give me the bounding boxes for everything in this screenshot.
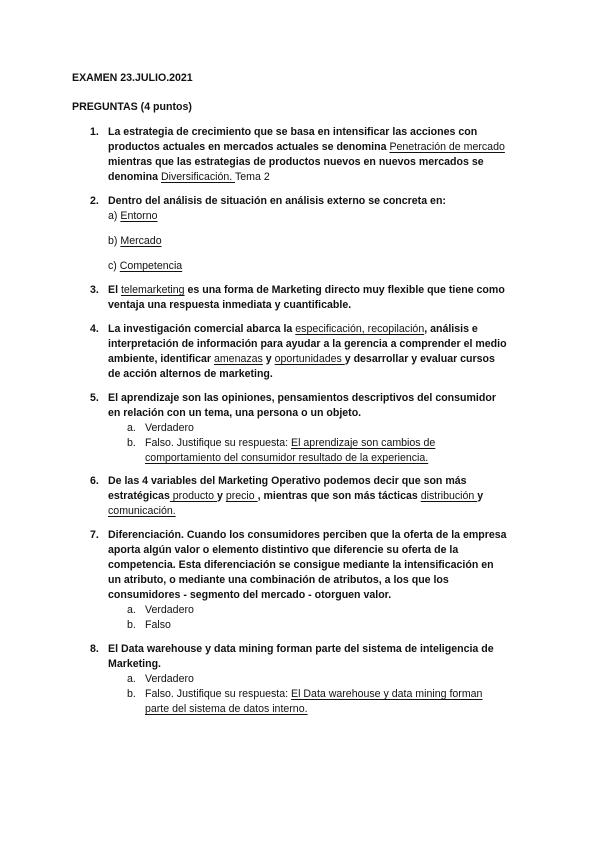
question-number: 7. (90, 529, 99, 541)
question-number: 6. (90, 475, 99, 487)
section-heading: PREGUNTAS (4 puntos) (72, 101, 192, 113)
option-label: b. (127, 437, 136, 449)
question-text: Diferenciación. Cuando los consumidores perciben que la oferta de la empresa (108, 529, 507, 541)
answer-blank: comunicación. (108, 505, 176, 517)
answer-blank: Penetración de mercado (389, 141, 505, 153)
question-text: La investigación comercial abarca la especificación, recopilación, análisis e (108, 323, 478, 335)
question-text: en relación con un tema, una persona o un objeto. (108, 407, 362, 419)
option-label: b. (127, 688, 136, 700)
answer-option-a: a) Entorno (108, 210, 158, 222)
question-text: mientras que las estrategias de productos nuevos en nuevos mercados se (108, 156, 484, 168)
option-true: Verdadero (145, 604, 194, 616)
justification-answer: comportamiento del consumidor resultado de la experiencia. (145, 452, 429, 464)
justification-answer: El aprendizaje son cambios de (291, 437, 436, 449)
answer-blank: oportunidades (274, 353, 345, 365)
option-false: Falso (145, 619, 171, 631)
answer-blank: telemarketing (120, 284, 185, 296)
option-label: a. (127, 604, 136, 616)
question-text: de acción alternos de marketing. (108, 368, 273, 380)
question-text: consumidores - segmento del mercado - otorguen valor. (108, 589, 392, 601)
answer-blank: distribución (420, 490, 478, 502)
question-text: aporta algún valor o elemento distintivo que diferencie su oferta de la (108, 544, 459, 556)
option-false: Falso. Justifique su respuesta: El Data warehouse y data mining forman (145, 688, 483, 700)
answer-blank: producto (169, 490, 217, 502)
topic-reference: Tema 2 (234, 171, 270, 183)
question-text: interpretación de información para ayudar a la gerencia a comprender el medio (108, 338, 507, 350)
justification-answer: El Data warehouse y data mining forman (291, 688, 483, 700)
option-false: Falso. Justifique su respuesta: El aprendizaje son cambios de (145, 437, 436, 449)
question-text: El aprendizaje son las opiniones, pensamientos descriptivos del consumidor (108, 392, 496, 404)
question-number: 1. (90, 126, 99, 138)
question-text: productos actuales en mercados actuales se denomina Penetración de mercado (108, 141, 505, 153)
answer-blank: precio (225, 490, 258, 502)
question-number: 5. (90, 392, 99, 404)
answer-option-c: c) Competencia (108, 260, 183, 272)
exam-title: EXAMEN 23.JULIO.2021 (72, 72, 193, 84)
answer-blank: especificación, recopilación (295, 323, 425, 335)
question-number: 8. (90, 643, 99, 655)
question-number: 4. (90, 323, 99, 335)
answer-blank: Diversificación. (160, 171, 235, 183)
question-text: Dentro del análisis de situación en análisis externo se concreta en: (108, 195, 446, 207)
question-text: competencia. Esta diferenciación se consigue mediante la intensificación en (108, 559, 494, 571)
question-number: 3. (90, 284, 99, 296)
option-true: Verdadero (145, 673, 194, 685)
answer-blank: amenazas (213, 353, 263, 365)
question-text: Marketing. (108, 658, 161, 670)
question-text: un atributo, o mediante una combinación de atributos, a los que los (108, 574, 449, 586)
question-number: 2. (90, 195, 99, 207)
question-text: ventaja una respuesta inmediata y cuantificable. (108, 299, 352, 311)
answer-option-b: b) Mercado (108, 235, 162, 247)
answer-blank: Competencia (119, 260, 183, 272)
justification-answer: parte del sistema de datos interno. (145, 703, 308, 715)
option-true: Verdadero (145, 422, 194, 434)
question-text: La estrategia de crecimiento que se basa en intensificar las acciones con (108, 126, 478, 138)
option-label: a. (127, 673, 136, 685)
question-text: De las 4 variables del Marketing Operativo podemos decir que son más (108, 475, 467, 487)
answer-blank: Entorno (120, 210, 158, 222)
question-text: El Data warehouse y data mining forman parte del sistema de inteligencia de (108, 643, 494, 655)
option-label: a. (127, 422, 136, 434)
question-text: estratégicas producto y precio , mientras que son más tácticas distribución y (108, 490, 484, 502)
option-label: b. (127, 619, 136, 631)
question-text: El telemarketing es una forma de Marketing directo muy flexible que tiene como (108, 284, 505, 296)
question-text: denomina Diversificación. Tema 2 (108, 171, 270, 183)
question-text: ambiente, identificar amenazas y oportunidades y desarrollar y evaluar cursos (108, 353, 495, 365)
answer-blank: Mercado (120, 235, 162, 247)
